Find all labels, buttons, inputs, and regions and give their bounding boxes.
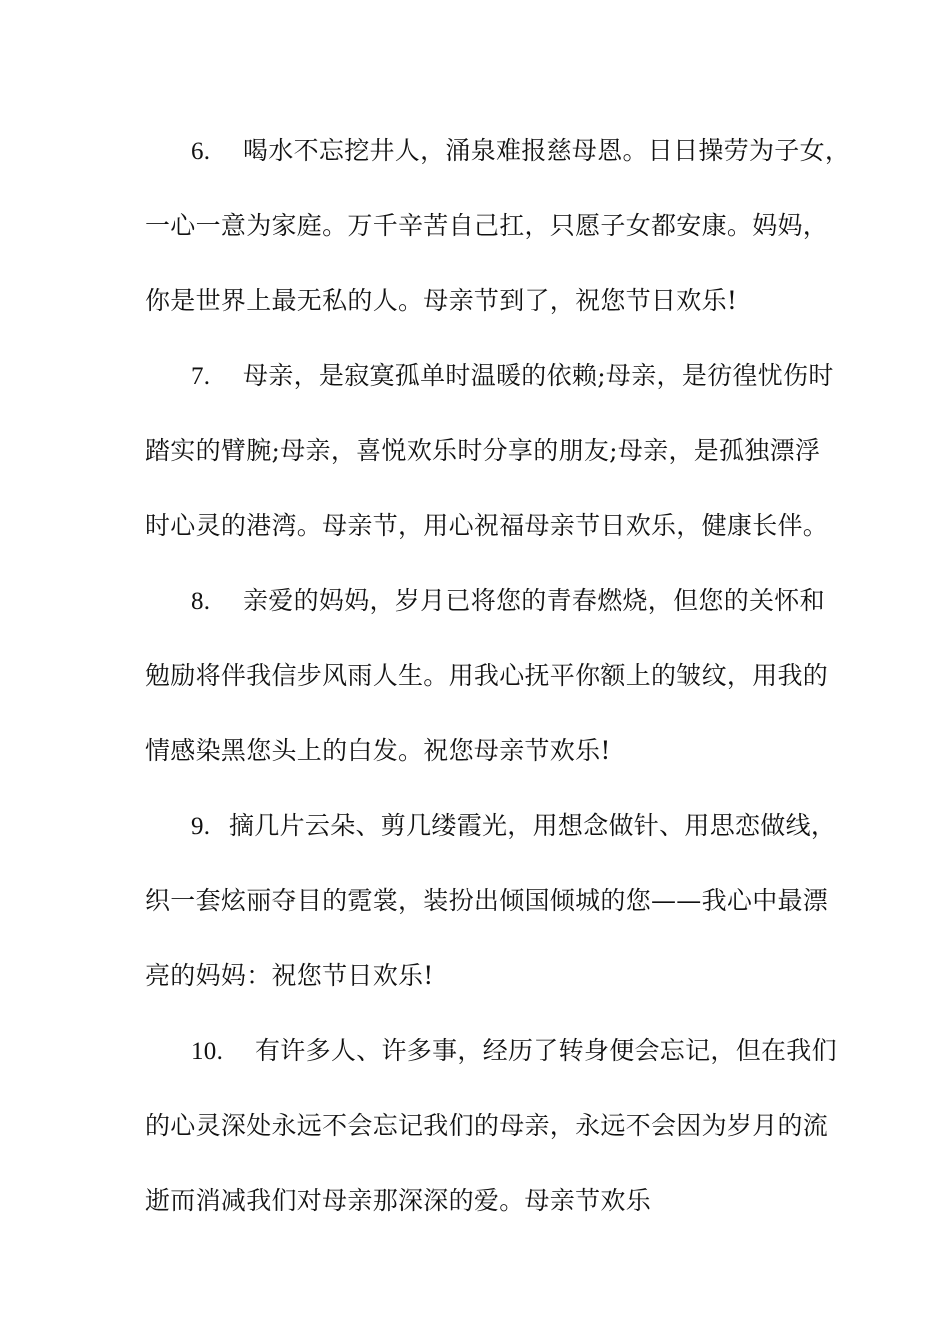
paragraph-text-line: 时心灵的港湾。母亲节，用心祝福母亲节日欢乐，健康长伴。 [145, 511, 829, 540]
paragraph-text-line: 摘几片云朵、剪几缕霞光，用想念做针、用思恋做线， [229, 811, 837, 840]
paragraph-text-line: 母亲，是寂寞孤单时温暖的依赖;母亲，是彷徨忧伤时 [243, 361, 834, 390]
paragraph-text-line: 亮的妈妈：祝您节日欢乐! [145, 961, 434, 990]
paragraph-text-line: 一心一意为家庭。万千辛苦自己扛，只愿子女都安康。妈妈， [145, 211, 829, 240]
paragraph-first-line [145, 811, 836, 842]
paragraph-text-line: 亲爱的妈妈，岁月已将您的青春燃烧，但您的关怀和 [243, 586, 825, 615]
paragraph-number: 6. [191, 138, 211, 165]
paragraph-first-line [145, 361, 834, 392]
paragraph-text-line: 的心灵深处永远不会忘记我们的母亲，永远不会因为岁月的流 [145, 1111, 829, 1140]
paragraph-text-line: 勉励将伴我信步风雨人生。用我心抚平你额上的皱纹，用我的 [145, 661, 829, 690]
paragraph-text-line: 你是世界上最无私的人。母亲节到了，祝您节日欢乐! [145, 286, 738, 315]
paragraph-text-line: 踏实的臂腕;母亲，喜悦欢乐时分享的朋友;母亲，是孤独漂浮 [145, 436, 821, 465]
paragraph-text-line: 织一套炫丽夺目的霓裳，装扮出倾国倾城的您——我心中最漂 [145, 886, 829, 915]
paragraph-text-line: 逝而消减我们对母亲那深深的爱。母亲节欢乐 [145, 1186, 652, 1215]
paragraph-text-line: 有许多人、许多事，经历了转身便会忘记，但在我们 [255, 1036, 837, 1065]
paragraph-first-line [145, 1036, 837, 1067]
paragraph-number: 10. [191, 1038, 224, 1065]
paragraph-text-line: 喝水不忘挖井人，涌泉难报慈母恩。日日操劳为子女， [243, 136, 851, 165]
paragraph-first-line [145, 586, 825, 617]
paragraph-number: 8. [191, 588, 211, 615]
paragraph-first-line [145, 136, 850, 167]
paragraph-text-line: 情感染黑您头上的白发。祝您母亲节欢乐! [145, 736, 611, 765]
paragraph-number: 9. [191, 813, 211, 840]
paragraph-number: 7. [191, 363, 211, 390]
